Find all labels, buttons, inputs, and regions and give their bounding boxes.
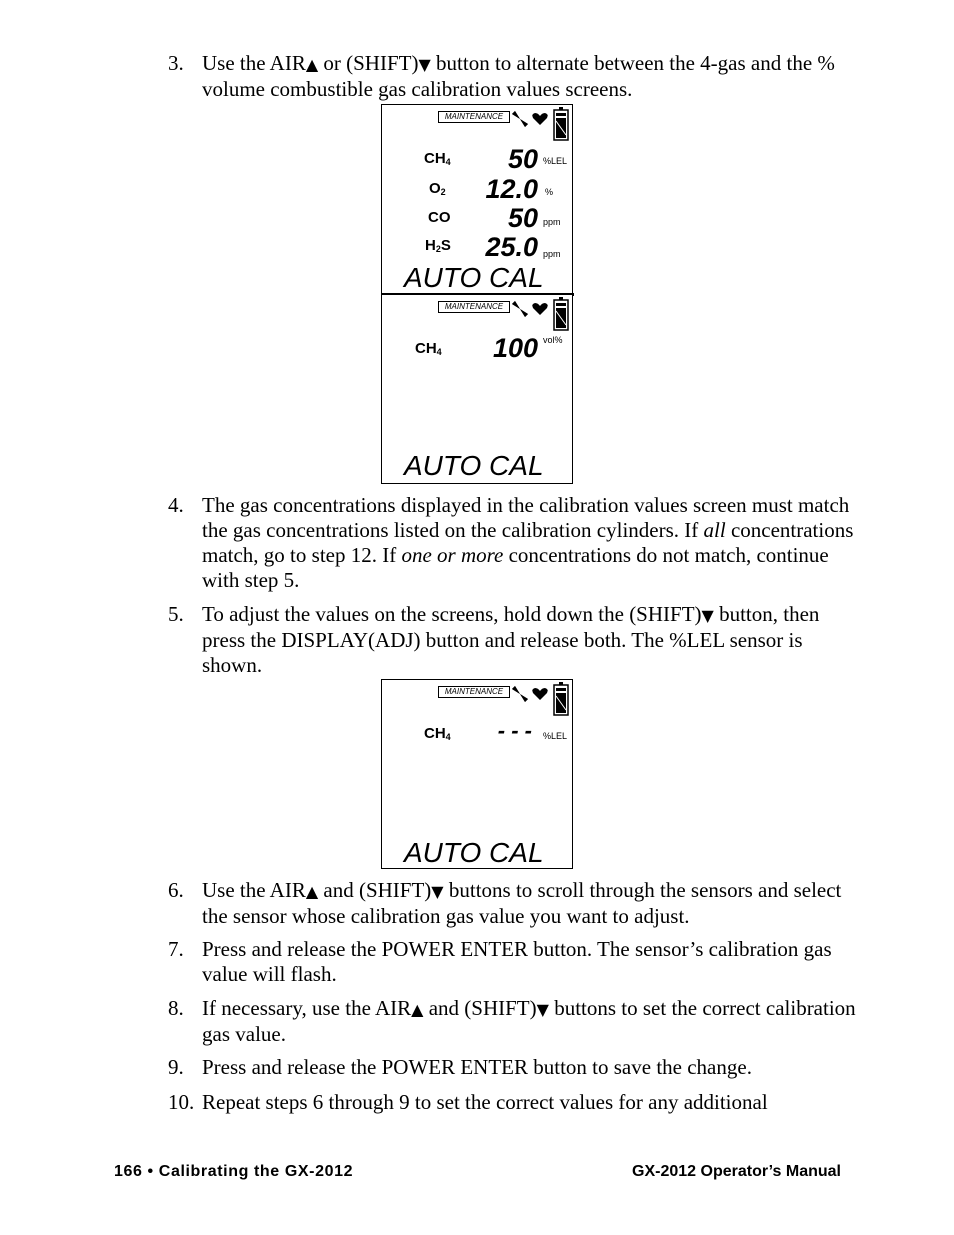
value-h2s: 25.0	[485, 232, 538, 262]
step-9	[168, 1055, 858, 1080]
gas-label-ch4: $CH_4$	[424, 725, 451, 742]
down-arrow-icon: ▼	[536, 1000, 549, 1019]
step-5	[168, 602, 858, 678]
unit-ch4: %LEL	[543, 156, 568, 166]
step-text: Press and release the POWER ENTER button. The sensor’s calibration gas value will flash.	[202, 937, 832, 986]
step-number: 8.	[168, 996, 184, 1020]
lcd-screen-lel-adjust	[381, 679, 573, 869]
up-arrow-icon: ▲	[305, 882, 319, 901]
battery-icon	[554, 107, 568, 140]
auto-cal-label: AUTO CAL	[404, 837, 544, 868]
step-text: Use the AIR▲ or (SHIFT)▼ button to alternate between the 4-gas and the % volume combustible gas calibration values screens.	[202, 51, 835, 101]
lcd-screen-vol-percent	[381, 295, 573, 484]
auto-cal-label: AUTO CAL	[404, 262, 544, 293]
step-6	[168, 878, 858, 929]
auto-cal-label: AUTO CAL	[404, 450, 544, 481]
value-ch4-vol: 100	[492, 333, 538, 363]
step-number: 4.	[168, 493, 184, 517]
down-arrow-icon: ▼	[701, 606, 714, 625]
status-icons	[510, 682, 570, 716]
gas-label-o2: $O_2$	[429, 180, 446, 197]
step-number: 10.	[168, 1090, 195, 1114]
heart-icon	[532, 113, 547, 125]
value-dashes: - - -	[497, 718, 532, 743]
step-text: Repeat steps 6 through 9 to set the correct values for any additional	[202, 1090, 768, 1114]
step-4	[168, 493, 858, 593]
gas-label-ch4: $CH_4$	[415, 340, 442, 357]
gas-label-ch4: $CH_4$	[424, 150, 451, 167]
heart-icon	[532, 688, 547, 700]
status-icons	[510, 107, 570, 141]
step-7	[168, 937, 858, 987]
step-text: Press and release the POWER ENTER button to save the change.	[202, 1055, 752, 1079]
gas-label-h2s: $H_2S$	[425, 237, 451, 254]
step-number: 6.	[168, 878, 184, 902]
step-text: The gas concentrations displayed in the calibration values screen must match the gas concentrations listed on the calibration cylinders. If all concentrations match, go to step 12. If one or more concentrations do not match, continue with step 5.	[202, 493, 854, 592]
lcd-screen-4-gas	[381, 104, 573, 295]
heart-icon	[532, 303, 547, 315]
unit-vol-percent: vol%	[543, 335, 563, 345]
step-text: Use the AIR▲ and (SHIFT)▼ buttons to scroll through the sensors and select the sensor whose calibration gas value you want to adjust.	[202, 878, 842, 928]
step-8	[168, 996, 858, 1047]
value-co: 50	[507, 203, 538, 233]
footer-right: GX-2012 Operator’s Manual	[632, 1163, 841, 1180]
step-number: 5.	[168, 602, 184, 626]
up-arrow-icon: ▲	[411, 1000, 424, 1019]
step-text: To adjust the values on the screens, hold down the (SHIFT)▼ button, then press the DISPLAY(ADJ) button and release both. The %LEL sensor is shown.	[202, 602, 820, 677]
value-ch4: 50	[507, 144, 538, 174]
maintenance-label: MAINTENANCE	[438, 111, 510, 123]
maintenance-label: MAINTENANCE	[438, 686, 510, 698]
pump-fan-icon	[512, 301, 528, 317]
status-icons	[510, 297, 570, 331]
battery-icon	[554, 682, 568, 715]
gas-label-co: CO	[428, 209, 451, 226]
pump-fan-icon	[512, 686, 528, 702]
down-arrow-icon: ▼	[418, 55, 431, 74]
battery-icon	[554, 297, 568, 330]
unit-lel: %LEL	[543, 731, 568, 741]
unit-co: ppm	[543, 217, 561, 227]
pump-fan-icon	[512, 111, 528, 127]
value-o2: 12.0	[485, 174, 538, 204]
unit-o2: %	[545, 187, 554, 197]
step-number: 9.	[168, 1055, 184, 1079]
step-10	[168, 1090, 858, 1115]
maintenance-label: MAINTENANCE	[438, 301, 510, 313]
step-text: If necessary, use the AIR▲ and (SHIFT)▼ buttons to set the correct calibration gas value.	[202, 996, 856, 1046]
step-number: 3.	[168, 51, 184, 75]
footer-left: 166 • Calibrating the GX-2012	[114, 1163, 354, 1180]
step-number: 7.	[168, 937, 184, 961]
up-arrow-icon: ▲	[305, 55, 319, 74]
unit-h2s: ppm	[543, 249, 561, 259]
step-3	[168, 51, 858, 102]
down-arrow-icon: ▼	[431, 882, 444, 901]
